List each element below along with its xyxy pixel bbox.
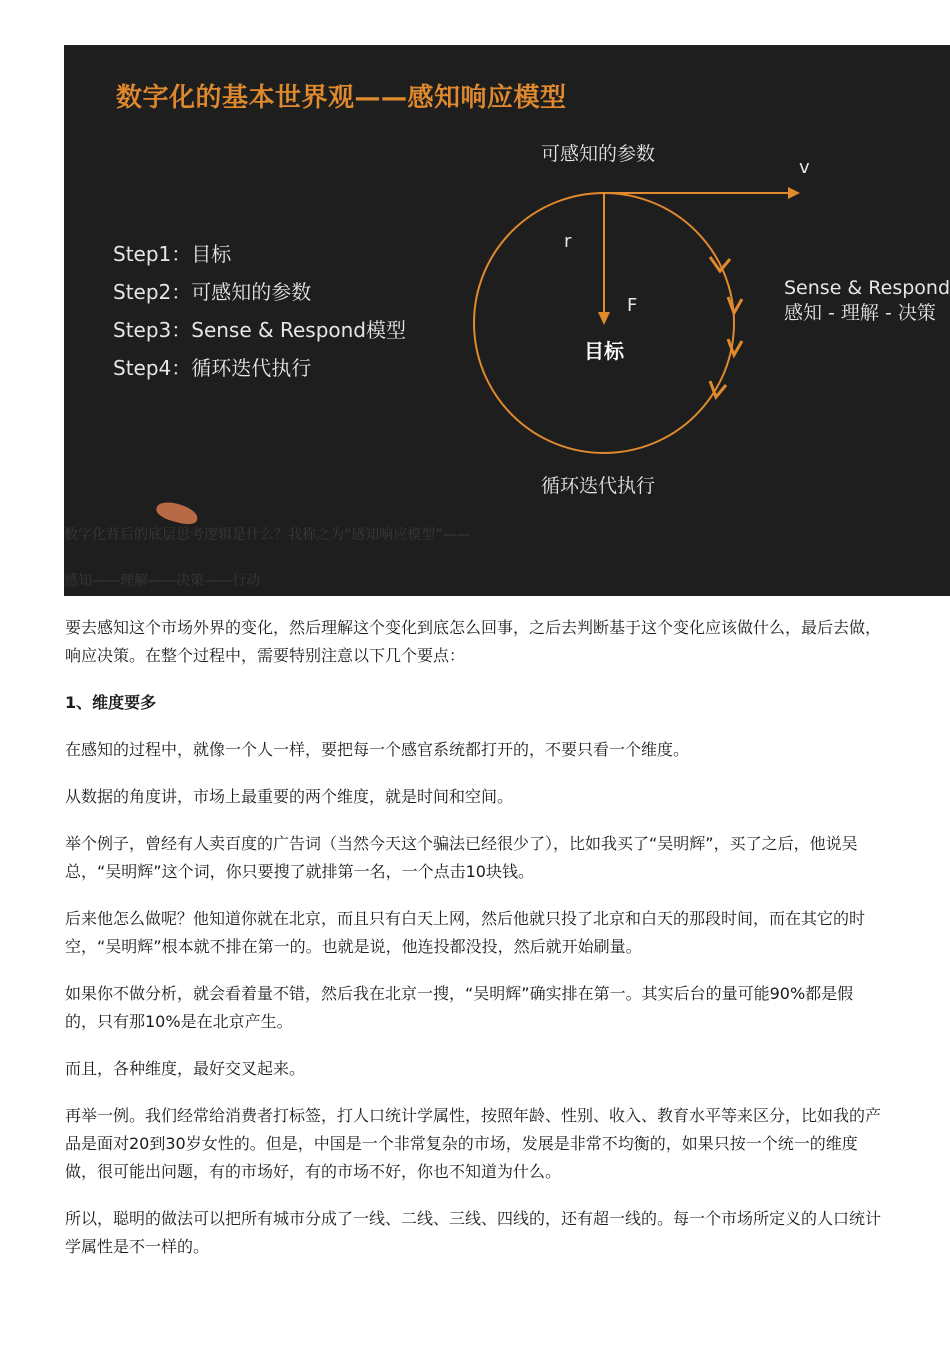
step-2: Step2：可感知的参数 (113, 280, 312, 304)
param-label: 可感知的参数 (541, 143, 656, 165)
paragraph-6: 而且，各种维度，最好交叉起来。 (65, 1059, 306, 1078)
sense-respond-line2: 感知 - 理解 - 决策 (784, 302, 936, 324)
paragraph-8: 所以，聪明的做法可以把所有城市分成了一线、二线、三线、四线的，还有超一线的。每一个市场所定义的人口统计学属性是不一样的。 (65, 1209, 882, 1256)
r-arrow-head (598, 312, 610, 325)
section-heading: 1、维度要多 (65, 693, 157, 712)
article-body (65, 614, 885, 1280)
paragraph-7: 再举一例。我们经常给消费者打标签，打人口统计学属性，按照年龄、性别、收入、教育水平等来区分，比如我的产品是面对20到30岁女性的。但是，中国是一个非常复杂的市场，发展是非常不均衡的，如果只按一个统一的维度做，很可能出问题，有的市场好，有的市场不好，你也不知道为什么。 (65, 1106, 882, 1181)
sense-respond-label (784, 276, 950, 326)
step-3: Step3：Sense & Respond模型 (113, 318, 406, 342)
r-label: r (564, 231, 572, 252)
goal-label: 目标 (584, 339, 624, 363)
step-list (113, 235, 406, 387)
v-label: v (799, 157, 810, 178)
intro-paragraph: 要去感知这个市场外界的变化，然后理解这个变化到底怎么回事，之后去判断基于这个变化应该做什么，最后去做，响应决策。在整个过程中，需要特别注意以下几个要点： (65, 618, 882, 665)
paragraph-4: 后来他怎么做呢？他知道你就在北京，而且只有白天上网，然后他就只投了北京和白天的那段时间，而在其它的时空，“吴明辉”根本就不排在第一的。也就是说，他连投都没投，然后就开始刷量。 (65, 909, 866, 956)
paragraph-2: 从数据的角度讲，市场上最重要的两个维度，就是时间和空间。 (65, 787, 514, 806)
loop-label: 循环迭代执行 (541, 475, 656, 497)
f-label: F (627, 295, 638, 316)
image-caption-line1: 数字化背后的底层思考逻辑是什么？我称之为“感知响应模型”—— (64, 527, 471, 543)
slide-title: 数字化的基本世界观——感知响应模型 (116, 83, 567, 113)
step-1: Step1：目标 (113, 242, 232, 266)
sense-respond-line1: Sense & Respond (784, 277, 950, 299)
cw-chevron-2 (728, 297, 742, 313)
image-caption-line2: 感知——理解——决策——行动 (64, 573, 260, 589)
step-4: Step4：循环迭代执行 (113, 356, 312, 380)
paragraph-3: 举个例子，曾经有人卖百度的广告词（当然今天这个骗法已经很少了），比如我买了“吴明辉”，买了之后，他说吴总，“吴明辉”这个词，你只要搜了就排第一名，一个点击10块钱。 (65, 834, 858, 881)
slide-image (64, 45, 950, 596)
paragraph-1: 在感知的过程中，就像一个人一样，要把每一个感官系统都打开的，不要只看一个维度。 (65, 740, 690, 759)
v-arrow-head (788, 187, 800, 199)
paragraph-5: 如果你不做分析，就会看着量不错，然后我在北京一搜，“吴明辉”确实排在第一。其实后台的量可能90%都是假的，只有那10%是在北京产生。 (65, 984, 854, 1031)
